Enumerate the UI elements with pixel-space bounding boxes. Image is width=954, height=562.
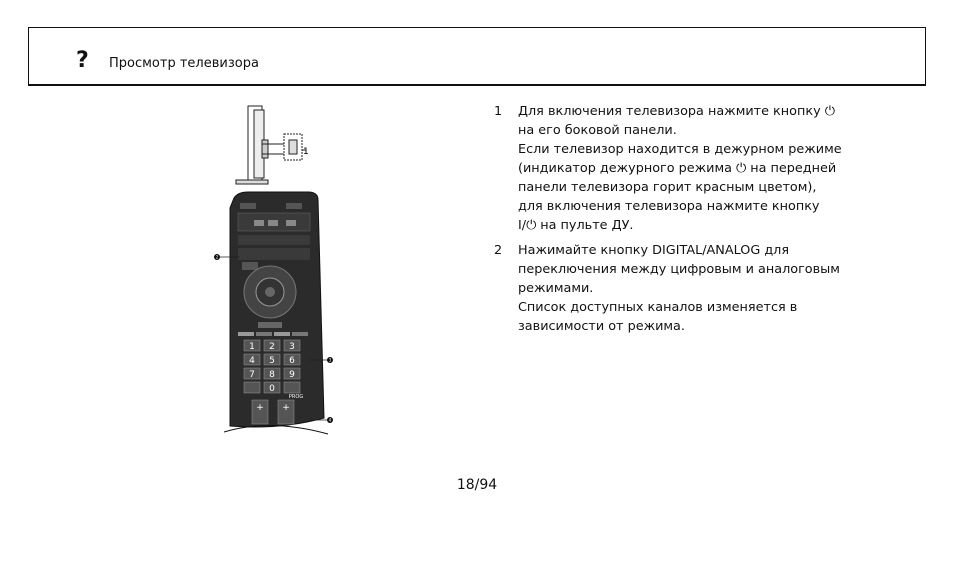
instruction-steps — [494, 102, 884, 342]
remote-key-3: 3 — [289, 342, 295, 352]
step-line: для включения телевизора нажмите кнопку — [518, 199, 820, 214]
remote-key-6: 6 — [289, 356, 295, 366]
step-1 — [494, 102, 884, 235]
page-header — [28, 27, 926, 86]
step-line: Нажимайте кнопку DIGITAL/ANALOG для — [518, 243, 790, 258]
step-line: на его боковой панели. — [518, 123, 677, 138]
callout-3: 3 — [328, 357, 332, 363]
step-line: зависимости от режима. — [518, 319, 685, 334]
step-line: (индикатор дежурного режима ⏻ на передней — [518, 161, 837, 176]
callout-2: 2 — [215, 254, 219, 260]
remote-key-1: 1 — [249, 342, 255, 352]
tv-side-view — [236, 106, 306, 184]
step-number: 1 — [494, 104, 503, 119]
step-line: режимами. — [518, 281, 594, 296]
question-mark-icon: ? — [76, 48, 89, 73]
remote-key-5: 5 — [269, 356, 275, 366]
remote-key-vol-plus: + — [256, 403, 264, 413]
remote-key-prog-plus: + — [282, 403, 290, 413]
step-line: переключения между цифровым и аналоговым — [518, 262, 840, 277]
step-line: Если телевизор находится в дежурном режиме — [518, 142, 842, 157]
remote-key-0: 0 — [269, 384, 275, 394]
step-line: Список доступных каналов изменяется в — [518, 300, 798, 315]
remote-prog-label: PROG — [288, 394, 304, 400]
page-title: Просмотр телевизора — [109, 56, 259, 71]
step-line: Для включения телевизора нажмите кнопку ⏻ — [518, 104, 835, 119]
remote-key-8: 8 — [269, 370, 275, 380]
callout-4: 4 — [328, 417, 332, 423]
remote-key-9: 9 — [289, 370, 295, 380]
page-number: 18/94 — [456, 477, 498, 493]
tv-remote-illustration — [200, 100, 350, 445]
remote-control — [224, 192, 328, 434]
remote-key-2: 2 — [269, 342, 275, 352]
step-line: I/⏻ на пульте ДУ. — [518, 218, 634, 233]
step-line: панели телевизора горит красным цветом), — [518, 180, 817, 195]
step-2 — [494, 241, 884, 336]
remote-key-7: 7 — [249, 370, 255, 380]
remote-key-4: 4 — [249, 356, 255, 366]
step-number: 2 — [494, 243, 503, 258]
callout-1: 1 — [303, 147, 309, 157]
